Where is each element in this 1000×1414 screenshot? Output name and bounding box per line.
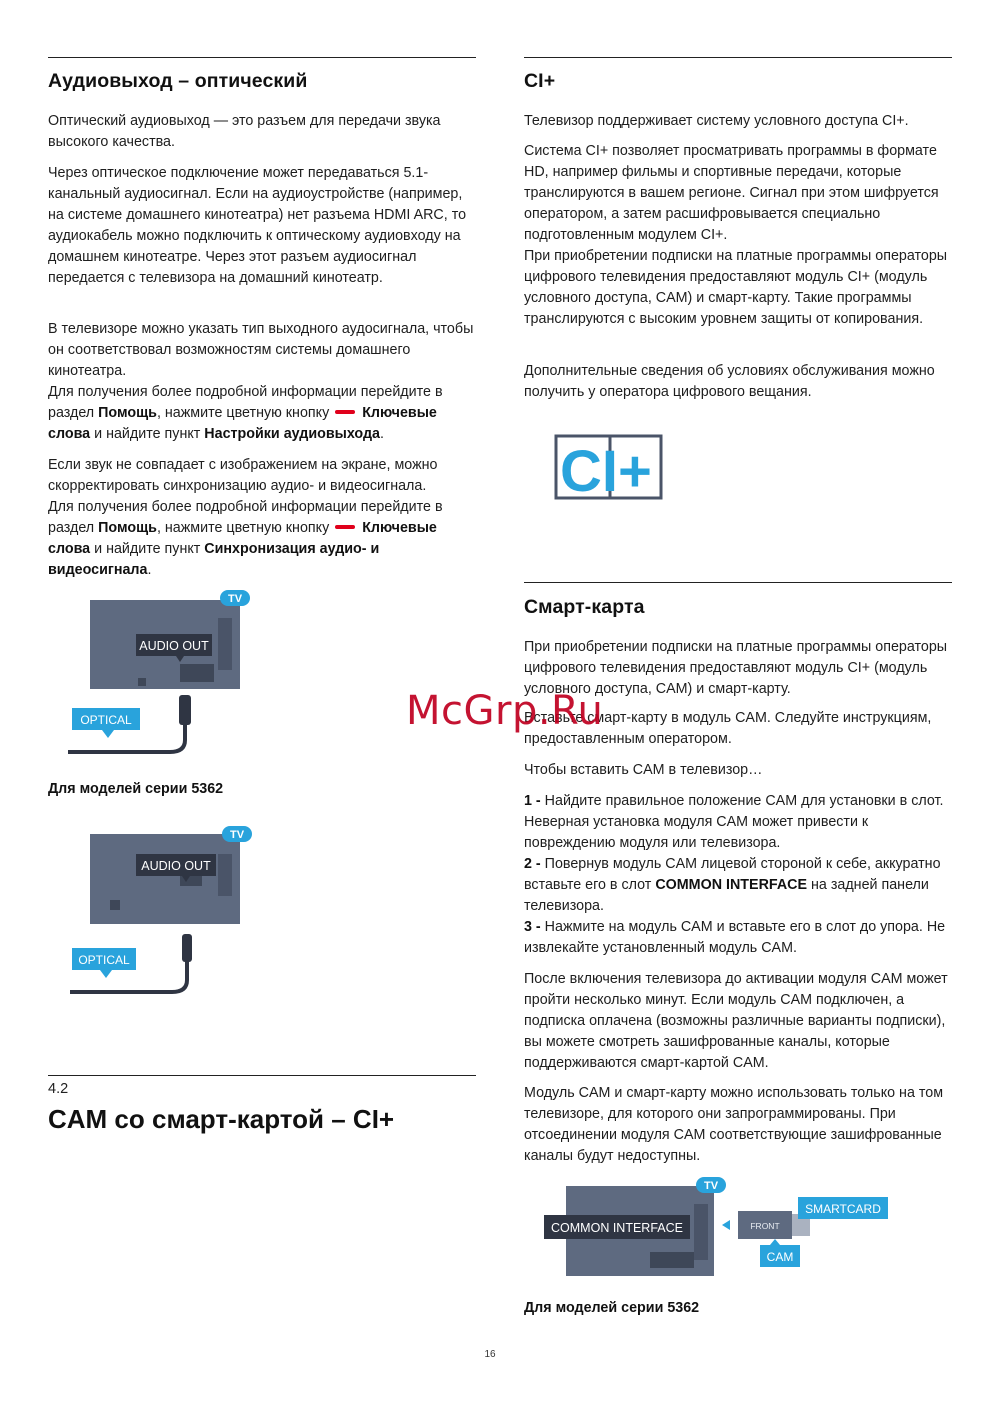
audio-paragraph-4: Если звук не совпадает с изображением на экране, можно скорректировать синхронизацию аудио- и видеосигнала. Для получения более подробной информации перейдите в раздел Помощь, нажмите цветную кнопку Ключевые слова и найдите пункт Синхронизация аудио- и видеосигнала.: [48, 457, 443, 578]
av-sync-keyword: Синхронизация аудио- и видеосигнала: [48, 541, 380, 578]
tv-port-block: [180, 664, 214, 682]
smartcard-paragraph-5: Модуль CAM и смарт-карту можно использовать только на том телевизоре, для которого они запрограммированы. При отсоединении модуля CAM соответствующие зашифрованные каналы будут недоступны.: [524, 1085, 944, 1164]
optical-label-2: OPTICAL: [78, 953, 130, 967]
optical-audio-figure-2: [58, 824, 258, 996]
red-key-icon-2: [335, 525, 355, 529]
tv-badge-label: TV: [227, 593, 243, 605]
right-top-rule: [524, 57, 952, 58]
figure-caption-2: Для моделей серии 5362: [524, 1300, 700, 1316]
section-4-2-rule: [48, 1075, 476, 1076]
audio-out-heading: Аудиовыход – оптический: [48, 70, 308, 92]
step-1-text: Найдите правильное положение CAM для установки в слот. Неверная установка модуля CAM может привести к повреждению модуля или телевизора.: [524, 793, 944, 851]
left-top-rule: [48, 57, 476, 58]
figure-caption-1: Для моделей серии 5362: [48, 781, 224, 797]
optical-label: OPTICAL: [80, 713, 132, 727]
ci-paragraph-3: Дополнительные сведения об условиях обслуживания можно получить у оператора цифрового вещания.: [524, 363, 935, 400]
smartcard-paragraph-3: Чтобы вставить CAM в телевизор…: [524, 762, 763, 778]
smartcard-heading: Смарт-карта: [524, 596, 645, 618]
insert-arrow-icon: [722, 1220, 730, 1230]
svg-text:TV: TV: [703, 1180, 719, 1192]
audio-out-label: AUDIO OUT: [139, 639, 209, 653]
smartcard-paragraph-2: Вставьте смарт-карту в модуль CAM. Следуйте инструкциям, предоставленным оператором.: [524, 710, 932, 747]
audio-paragraph-1: Оптический аудиовыход — это разъем для передачи звука высокого качества.: [48, 113, 441, 150]
smartcard-rule: [524, 582, 952, 583]
optical-audio-figure-1: [58, 588, 258, 760]
optical-plug-2: [182, 934, 192, 962]
ci-plus-logo: [552, 432, 666, 502]
audio-out-label-2: AUDIO OUT: [141, 859, 211, 873]
audio-paragraph-2: Через оптическое подключение может передаваться 5.1-канальный аудиосигнал. Если на аудиоустройстве (например, на системе домашнего кинотеатра) нет разъема HDMI ARC, то аудиокабель можно подключить к оптическому аудиовходу на домашнем кинотеатре. Через этот разъем аудиосигнал передается с телевизора на домашний кинотеатр.: [48, 165, 467, 286]
svg-text:TV: TV: [229, 829, 245, 841]
tv-port-slot: [218, 618, 232, 670]
cam-front-label: FRONT: [750, 1221, 780, 1231]
red-key-icon: [335, 410, 355, 414]
audio-paragraph-3: В телевизоре можно указать тип выходного аудосигнала, чтобы он соответствовал возможностям системы домашнего кинотеатра. Для получения более подробной информации перейдите в раздел Помощь, нажмите цветную кнопку Ключевые слова и найдите пункт Настройки аудиовыхода.: [48, 321, 474, 442]
smartcard-paragraph-1: При приобретении подписки на платные программы операторы цифрового телевидения предоставляют модуль CI+ (модуль условного доступа, CAM) и смарт-карту.: [524, 639, 948, 697]
help-keyword: Помощь: [98, 405, 157, 421]
chapter-title: CAM со смарт-картой – CI+: [48, 1104, 395, 1134]
ci-paragraph-1: Телевизор поддерживает систему условного доступа CI+.: [524, 113, 909, 129]
step-3-number: 3 -: [524, 919, 541, 935]
tv-rear-panel-2: [90, 834, 240, 924]
step-2-number: 2 -: [524, 856, 541, 872]
tv-small-port: [138, 678, 146, 686]
common-interface-figure: [540, 1174, 900, 1280]
smartcard-paragraph-4: После включения телевизора до активации модуля CAM может пройти несколько минут. Если модуль CAM подключен, а подписка оплачена (возможны различные варианты подписки), вы можете смотреть зашифрованные каналы, которые поддерживаются смарт-картой CAM.: [524, 971, 948, 1071]
step-1-number: 1 -: [524, 793, 541, 809]
ci-paragraph-2: Система CI+ позволяет просматривать программы в формате HD, например фильмы и спортивные передачи, которые транслируются в вашем регионе. Сигнал при этом шифруется оператором, а затем расшифровывается специально подготовленным модулем CI+. При приобретении подписки на платные программы операторы цифрового телевидения предоставляют модуль CI+ (модуль условного доступа, CAM) и смарт-карту. Такие программы транслируются с высоким уровнем защиты от копирования.: [524, 143, 948, 327]
section-number: 4.2: [48, 1081, 69, 1097]
smartcard-label: SMARTCARD: [805, 1202, 881, 1216]
ci-plus-logo-text: CI+: [560, 439, 652, 502]
cam-label: CAM: [766, 1250, 794, 1264]
audio-p3-text: В телевизоре можно указать тип выходного аудосигнала, чтобы он соответствовал возможностям системы домашнего кинотеатра.: [48, 321, 474, 379]
install-steps: 1 - Найдите правильное положение CAM для установки в слот. Неверная установка модуля CAM может привести к повреждению модуля или телевизора. 2 - Повернув модуль CAM лицевой стороной к себе, аккуратно вставьте его в слот COMMON INTERFACE на задней панели телевизора. 3 - Нажмите на модуль CAM и вставьте его в слот до упора. Не извлекайте установленный модуль CAM.: [524, 793, 946, 956]
watermark: McGrp.Ru: [406, 688, 604, 734]
optical-plug: [179, 695, 191, 725]
common-interface-keyword: COMMON INTERFACE: [655, 877, 808, 893]
common-interface-label: COMMON INTERFACE: [551, 1221, 683, 1235]
ci-plus-heading: CI+: [524, 70, 556, 92]
step-3-text: Нажмите на модуль CAM и вставьте его в слот до упора. Не извлекайте установленный модуль CAM.: [524, 919, 946, 956]
audio-out-settings-keyword: Настройки аудиовыхода: [204, 426, 381, 442]
page-number: 16: [484, 1349, 496, 1360]
